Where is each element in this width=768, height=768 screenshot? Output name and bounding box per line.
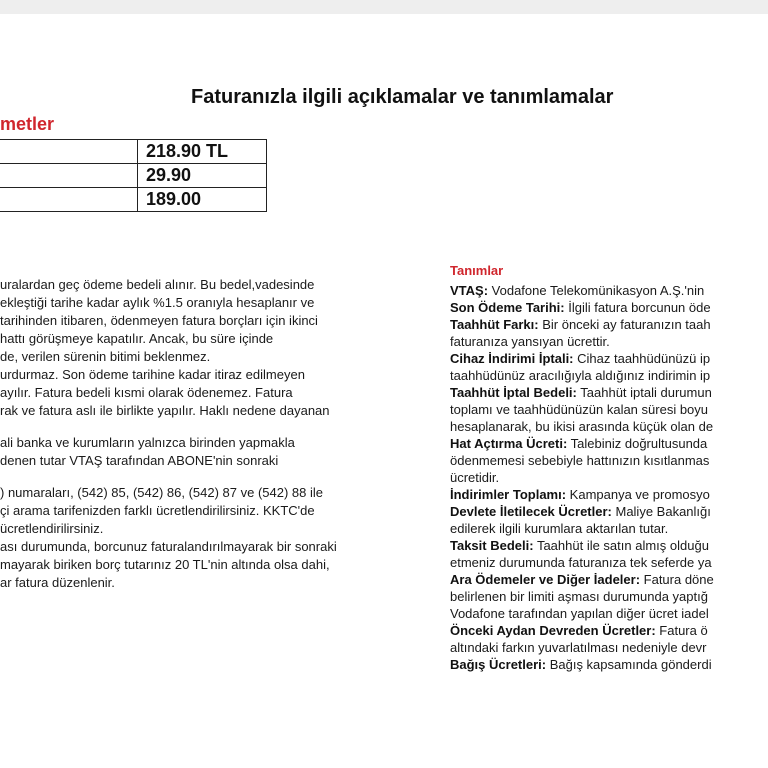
text-line: ali banka ve kurumların yalnızca birinden yapmakla: [0, 435, 295, 450]
definition-text: ücretidir.: [450, 470, 500, 485]
text-line: de, verilen sürenin bitimi beklenmez.: [0, 349, 211, 364]
definition-line: [450, 282, 714, 299]
left-explanation-text: [0, 276, 337, 592]
definition-line: [450, 554, 714, 571]
amount-value: 29.90: [138, 164, 267, 188]
definition-text: ödenmemesi sebebiyle hattınızın kısıtlanmas: [450, 453, 710, 468]
text-line: ar fatura düzenlenir.: [0, 575, 115, 590]
text-line: ücretlendirilirsiniz.: [0, 521, 104, 536]
definition-text: Maliye Bakanlığı: [611, 504, 711, 519]
definition-text: taahhüdünüz aracılığıyla aldığınız indirimin ip: [450, 368, 711, 383]
text-line: ekleştiği tarihe kadar aylık %1.5 oranıyla hesaplanır ve: [0, 295, 315, 310]
definition-term: Cihaz İndirimi İptali:: [450, 351, 574, 366]
definition-text: Taahhüt ile satın almış olduğu: [533, 538, 709, 553]
definition-line: [450, 333, 714, 350]
definition-term: Taahhüt Farkı:: [450, 317, 539, 332]
definition-line: [450, 384, 714, 401]
definition-text: Taahhüt iptali durumun: [576, 385, 712, 400]
definition-term: Önceki Aydan Devreden Ücretler:: [450, 623, 656, 638]
definition-term: VTAŞ:: [450, 283, 489, 298]
definition-term: Devlete İletilecek Ücretler:: [450, 504, 612, 519]
definition-term: İndirimler Toplamı:: [450, 487, 567, 502]
text-line: uralardan geç ödeme bedeli alınır. Bu bedel,vadesinde: [0, 277, 315, 292]
definition-term: Ara Ödemeler ve Diğer İadeler:: [450, 572, 641, 587]
definition-term: Taksit Bedeli:: [450, 538, 534, 553]
amount-value: 218.90 TL: [138, 140, 267, 164]
definition-line: [450, 503, 714, 520]
definition-term: Son Ödeme Tarihi:: [450, 300, 565, 315]
definition-term: Taahhüt İptal Bedeli:: [450, 385, 577, 400]
amount-label-cell: [0, 140, 138, 164]
definition-text: Vodafone Telekomünikasyon A.Ş.'nin: [488, 283, 705, 298]
definition-line: [450, 469, 714, 486]
definition-line: [450, 639, 714, 656]
definition-text: Talebiniz doğrultusunda: [567, 436, 708, 451]
definition-line: [450, 452, 714, 469]
document-title: Faturanızla ilgili açıklamalar ve tanımlamalar: [191, 86, 614, 108]
definition-line: [450, 605, 714, 622]
text-line: ) numaraları, (542) 85, (542) 86, (542) 87 ve (542) 88 ile: [0, 485, 324, 500]
text-line: mayarak biriken borç tutarınız 20 TL'nin altında olsa dahi,: [0, 557, 330, 572]
definition-line: [450, 367, 714, 384]
definition-line: [450, 656, 714, 673]
text-line: tarihinden itibaren, ödenmeyen fatura borçları için ikinci: [0, 313, 318, 328]
text-line: ası durumunda, borcunuz faturalandırılmayarak bir sonraki: [0, 539, 337, 554]
text-line: ayılır. Fatura bedeli kısmi olarak ödenemez. Fatura: [0, 385, 293, 400]
amount-row: [0, 188, 267, 212]
definition-text: İlgili fatura borcunun öde: [564, 300, 711, 315]
window-top-bar: [0, 0, 768, 14]
text-line: çi arama tarifenizden farklı ücretlendirilirsiniz. KKTC'de: [0, 503, 315, 518]
definition-line: [450, 299, 714, 316]
definition-term: Hat Açtırma Ücreti:: [450, 436, 568, 451]
amount-value: 189.00: [138, 188, 267, 212]
definition-line: [450, 435, 714, 452]
text-line: hattı görüşmeye kapatılır. Ancak, bu süre içinde: [0, 331, 274, 346]
amount-row: [0, 164, 267, 188]
amount-row: [0, 140, 267, 164]
definition-term: Bağış Ücretleri:: [450, 657, 547, 672]
definition-text: etmeniz durumunda faturanıza tek seferde ya: [450, 555, 712, 570]
definition-text: Fatura ö: [655, 623, 708, 638]
definition-line: [450, 571, 714, 588]
definition-text: Fatura döne: [640, 572, 714, 587]
definition-line: [450, 588, 714, 605]
definitions-list: [450, 282, 714, 673]
definition-line: [450, 537, 714, 554]
left-section-heading: metler: [0, 114, 55, 134]
definition-text: toplamı ve taahhüdünüzün kalan süresi boyu: [450, 402, 709, 417]
definition-line: [450, 350, 714, 367]
definition-text: edilerek ilgili kurumlara aktarılan tutar.: [450, 521, 669, 536]
definition-text: Bağış kapsamında gönderdi: [546, 657, 712, 672]
definition-text: Bir önceki ay faturanızın taah: [538, 317, 711, 332]
definition-line: [450, 418, 714, 435]
definition-text: Cihaz taahhüdünüzü ip: [573, 351, 711, 366]
definition-text: belirlenen bir limiti aşması durumunda yaptığ: [450, 589, 708, 604]
definition-text: Kampanya ve promosyo: [566, 487, 710, 502]
definition-line: [450, 622, 714, 639]
paragraph-gap: [0, 420, 337, 434]
definition-line: [450, 486, 714, 503]
definition-text: altındaki farkın yuvarlatılması nedeniyle devr: [450, 640, 707, 655]
paragraph-gap: [0, 470, 337, 484]
definitions-heading: Tanımlar: [450, 263, 504, 278]
text-line: denen tutar VTAŞ tarafından ABONE'nin sonraki: [0, 453, 279, 468]
amount-label-cell: [0, 188, 138, 212]
amounts-table: [0, 139, 267, 212]
amount-label-cell: [0, 164, 138, 188]
text-line: urdurmaz. Son ödeme tarihine kadar itiraz edilmeyen: [0, 367, 305, 382]
definition-line: [450, 401, 714, 418]
text-line: rak ve fatura aslı ile birlikte yapılır. Haklı nedene dayanan: [0, 403, 330, 418]
definition-line: [450, 520, 714, 537]
definition-text: faturanıza yansıyan ücrettir.: [450, 334, 610, 349]
definition-text: Vodafone tarafından yapılan diğer ücret iadel: [450, 606, 709, 621]
definition-line: [450, 316, 714, 333]
definition-text: hesaplanarak, bu ikisi arasında küçük olan de: [450, 419, 714, 434]
